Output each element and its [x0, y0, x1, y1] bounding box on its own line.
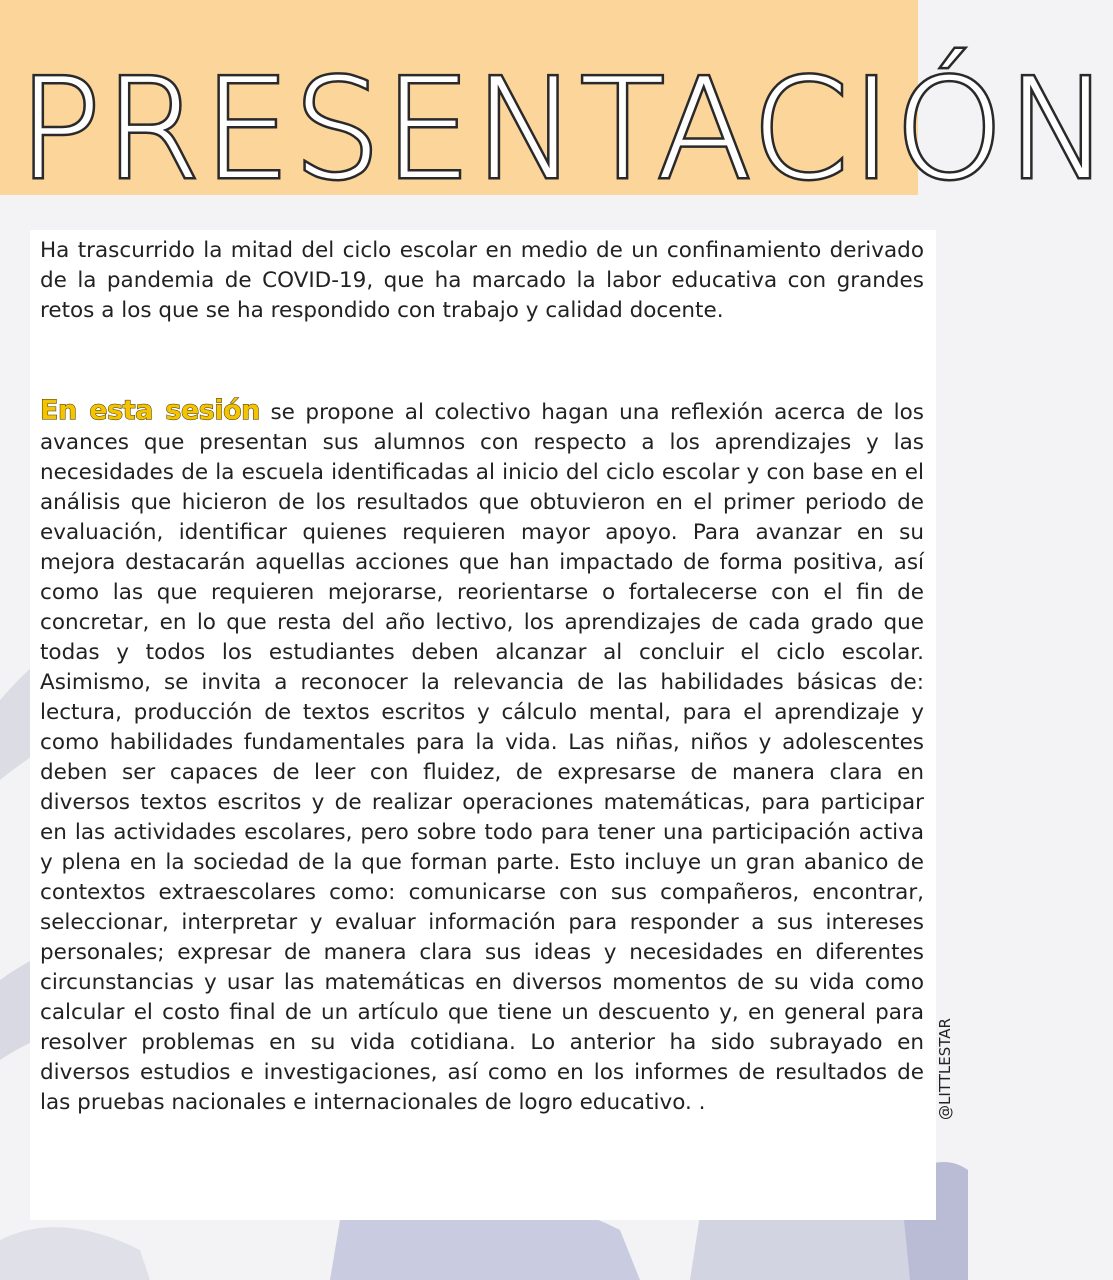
session-text: se propone al colectivo hagan una reflexión acerca de los avances que presentan sus alumnos con respecto a los aprendizajes y las necesidades de la escuela identificadas al inicio del ciclo escolar y con base en el análisis que hicieron de los resultados que obtuvieron en el primer periodo de evaluación, identificar quienes requieren mayor apoyo. Para avanzar en su mejora destacarán aquellas acciones que han impactado de forma positiva, así como las que requieren mejorarse, reorientarse o fortalecerse con el fin de concretar, en lo que resta del año lectivo, los aprendizajes de cada grado que todas y todos los estudiantes deben alcanzar al concluir el ciclo escolar. Asimismo, se invita a reconocer la relevancia de las habilidades básicas de: lectura, producción de textos escritos y cálculo mental, para el aprendizaje y como habilidades fundamentales para la vida. Las niñas, niños y adolescentes deben ser capaces de leer con fluidez, de expresarse de manera clara en diversos textos escritos y de realizar operaciones matemáticas, para participar en las actividades escolares, pero sobre todo para tener una participación activa y plena en la sociedad de la que forman parte. Esto incluye un gran abanico de contextos extraescolares como: comunicarse con sus compañeros, encontrar, seleccionar, interpretar y evaluar información para responder a sus intereses personales; expresar de manera clara sus ideas y necesidades en diferentes circunstancias y usar las matemáticas en diversos momentos de su vida como calcular el costo final de un artículo que tiene un descuento y, en general para resolver problemas en su vida cotidiana. Lo anterior ha sido subrayado en diversos estudios e investigaciones, así como en los informes de resultados de las pruebas nacionales e internacionales de logro educativo. .: [40, 400, 924, 1115]
session-highlight: En esta sesión: [40, 395, 260, 426]
intro-paragraph: Ha trascurrido la mitad del ciclo escolar en medio de un confinamiento derivado de la pandemia de COVID-19, que ha marcado la labor educativa con grandes retos a los que se ha respondido con trabajo y calidad docente.: [40, 238, 924, 323]
session-paragraph: [40, 396, 924, 1118]
page-title: PRESENTACIÓN: [18, 49, 1113, 210]
author-watermark: @LITTLESTAR: [936, 1018, 954, 1120]
